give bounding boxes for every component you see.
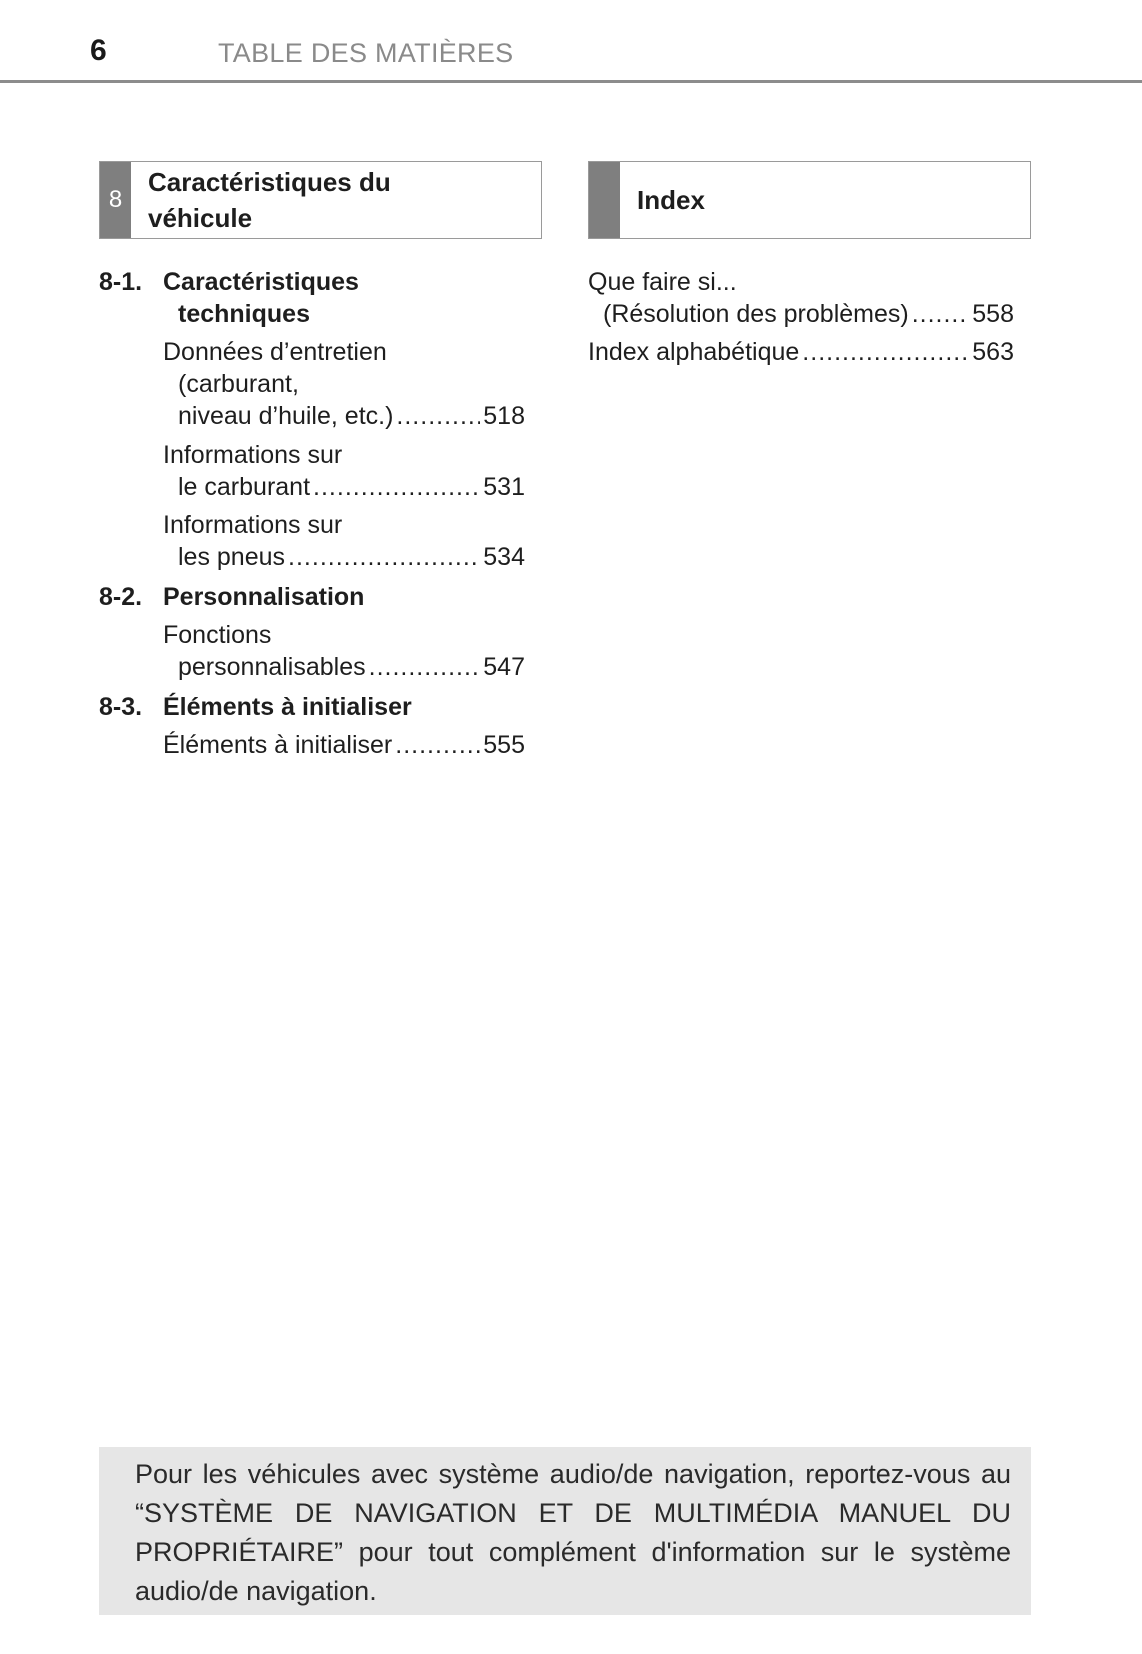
toc-entry-text: (Résolution des problèmes) xyxy=(603,300,909,328)
section-8-1-number: 8-1. xyxy=(99,268,143,296)
page-ref: 547 xyxy=(483,653,525,681)
index-box xyxy=(588,161,1031,239)
leader-dots xyxy=(395,729,480,761)
toc-entry-text: le carburant xyxy=(178,473,311,501)
chapter-tab: 8 xyxy=(100,162,131,238)
toc-entry-text: niveau d’huile, etc.) xyxy=(178,402,394,430)
toc-entry-troubleshoot-line1: Que faire si... xyxy=(588,268,737,296)
page-number: 6 xyxy=(90,34,107,67)
section-8-3-number: 8-3. xyxy=(99,693,143,721)
toc-entry-text: Éléments à initialiser xyxy=(163,731,393,759)
toc-entry-maintenance-line1: Données d’entretien xyxy=(163,338,387,366)
section-8-3-title[interactable]: Éléments à initialiser xyxy=(163,693,412,721)
page-ref: 563 xyxy=(972,338,1014,366)
leader-dots xyxy=(912,298,970,330)
leader-dots xyxy=(802,336,969,368)
section-8-2-title[interactable]: Personnalisation xyxy=(163,583,365,611)
toc-entry-fuel-line1: Informations sur xyxy=(163,441,343,469)
leader-dots xyxy=(288,541,480,573)
toc-entry-initialize[interactable] xyxy=(163,729,525,761)
toc-entry-custom-line1: Fonctions xyxy=(163,621,272,649)
leader-dots xyxy=(369,651,481,683)
page-ref: 518 xyxy=(483,402,525,430)
toc-entry-tires[interactable] xyxy=(178,541,525,573)
index-title: Index xyxy=(637,185,705,215)
toc-entry-fuel[interactable] xyxy=(178,471,525,503)
chapter-title-line1: Caractéristiques du xyxy=(148,167,391,197)
section-8-2-number: 8-2. xyxy=(99,583,143,611)
page-ref: 534 xyxy=(483,543,525,571)
page-ref: 558 xyxy=(972,300,1014,328)
header-divider xyxy=(0,80,1142,83)
toc-entry-tires-line1: Informations sur xyxy=(163,511,343,539)
toc-entry-maintenance[interactable] xyxy=(178,400,525,432)
page-ref: 555 xyxy=(483,731,525,759)
page-ref: 531 xyxy=(483,473,525,501)
toc-entry-text: Index alphabétique xyxy=(588,338,800,366)
toc-entry-alpha-index[interactable] xyxy=(588,336,1014,368)
navigation-system-note xyxy=(99,1447,1031,1615)
toc-entry-custom[interactable] xyxy=(178,651,525,683)
running-title: TABLE DES MATIÈRES xyxy=(218,38,514,68)
toc-entry-maintenance-line2: (carburant, xyxy=(178,370,299,398)
note-text: Pour les véhicules avec système audio/de navigation, reportez-vous au “SYSTÈME DE NAVIGATION ET DE MULTIMÉDIA MANUEL DU PROPRIÉTAIRE” pour tout complément d'information sur le système audio/de navigation. xyxy=(135,1459,1011,1606)
section-8-1-title-line1[interactable]: Caractéristiques xyxy=(163,268,359,296)
chapter-title xyxy=(148,162,533,238)
index-tab xyxy=(589,162,620,238)
section-8-1-title-line2[interactable]: techniques xyxy=(178,300,310,328)
toc-entry-text: les pneus xyxy=(178,543,286,571)
chapter-title-line2: véhicule xyxy=(148,203,253,233)
toc-entry-troubleshoot[interactable] xyxy=(603,298,1014,330)
toc-entry-text: personnalisables xyxy=(178,653,366,681)
leader-dots xyxy=(396,400,480,432)
chapter-8-box xyxy=(99,161,542,239)
leader-dots xyxy=(313,471,480,503)
